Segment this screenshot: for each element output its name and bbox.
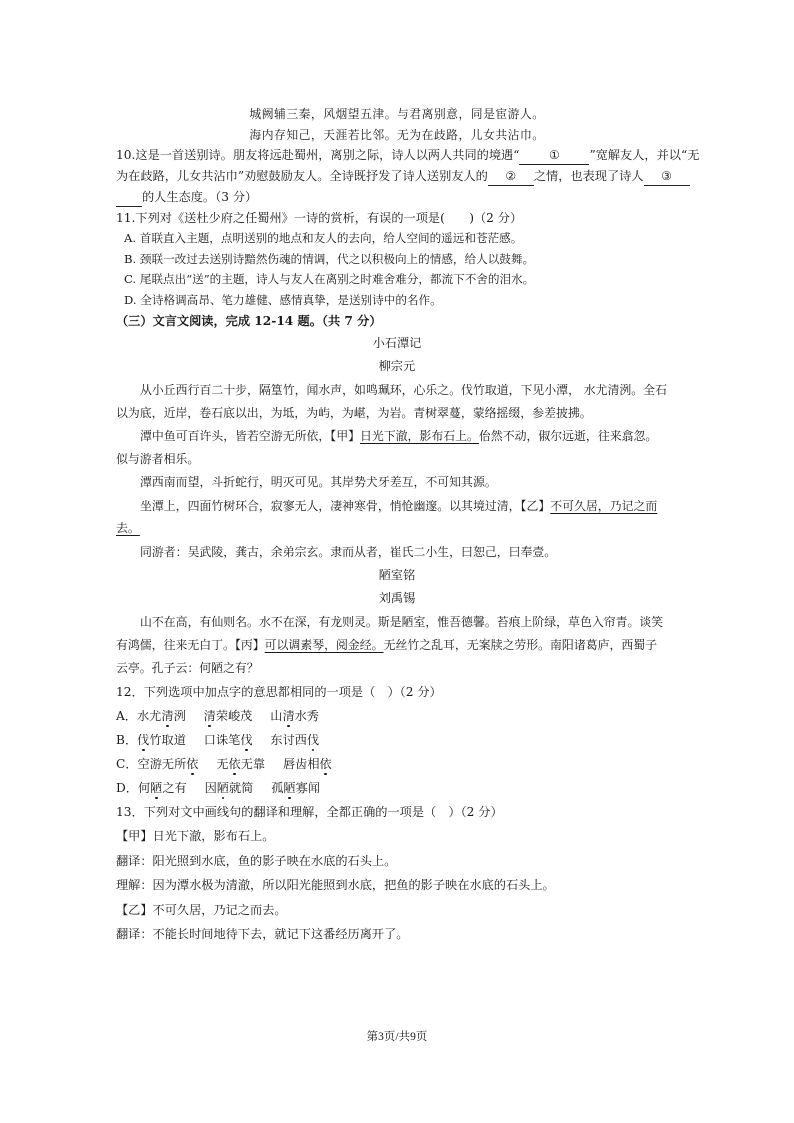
dotted-char: 依	[228, 757, 241, 771]
underlined-sentence-jia: 日光下澈，影布石上。	[359, 429, 479, 443]
dotted-char: 陋	[216, 781, 229, 795]
question-12-option-d[interactable]	[116, 779, 334, 797]
d-phrase-1: 何陋之有	[137, 781, 187, 795]
dotted-char: 清	[161, 709, 174, 723]
option-letter: C．	[116, 757, 138, 771]
q13-yi-translation: 翻译：不能长时间地待下去，就记下这番经历离开了。	[116, 927, 409, 941]
text-1-para-4-line-1	[140, 497, 657, 515]
question-11-option-a[interactable]: A. 首联直入主题，点明送别的地点和友人的去向，给人空间的遥远和苍茫感。	[124, 231, 523, 245]
b-phrase-1: 伐竹取道	[137, 733, 186, 747]
c-phrase-2: 无依无靠	[216, 757, 266, 771]
q10-text-e: 的人生态度。（3 分）	[142, 190, 258, 204]
a-phrase-1: 水尤清洌	[137, 709, 186, 723]
dotted-char: 依	[186, 757, 199, 771]
blank-2-marker: ②	[505, 169, 517, 183]
question-12-option-c[interactable]	[116, 755, 346, 773]
q13-sentence-yi: 【乙】不可久居，乃记之而去。	[116, 903, 287, 917]
q13-sentence-jia: 【甲】日光下澈，影布石上。	[116, 829, 275, 843]
text-1-para-3: 潭西南而望，斗折蛇行，明灭可见。其岸势犬牙差互，不可知其源。	[140, 475, 497, 489]
b-phrase-3: 东讨西伐	[270, 733, 320, 747]
q10-text-b: ”宽解友人，并以“无	[589, 148, 700, 162]
page-number: 第3页/共9页	[366, 1031, 428, 1043]
blank-1-marker: ①	[548, 148, 560, 162]
text-1-para-2-line-2: 似与游者相乐。	[116, 452, 200, 466]
question-10-line-3	[116, 188, 257, 207]
option-letter: B．	[116, 733, 138, 747]
text-1-para-1-line-2: 以为底，近岸，卷石底以出，为坻，为屿，为嵁，为岩。青树翠蔓，蒙络摇缀，参差披拂。	[116, 406, 592, 420]
text-1-para-4-pre: 坐潭上，四面竹树环合，寂寥无人，凄神寒骨，悄怆幽邃。以其境过清，【乙】	[140, 499, 551, 513]
text-1-para-2-pre: 潭中鱼可百许头，皆若空游无所依，【甲】	[140, 429, 360, 443]
dotted-char: 伐	[240, 733, 253, 747]
text-1-para-2-line-1	[140, 427, 657, 445]
c-phrase-1: 空游无所依	[137, 757, 199, 771]
text-1-para-5: 同游者：吴武陵，龚古，余弟宗玄。隶而从者，崔氏二小生，曰恕己，曰奉壹。	[140, 545, 557, 559]
poem-line-1: 城阙辅三秦，风烟望五津。与君离别意，同是宦游人。	[249, 107, 545, 121]
blank-3-marker: ③	[661, 169, 673, 183]
dotted-char: 陋	[283, 781, 296, 795]
q13-jia-understanding: 理解：因为潭水极为清澈，所以阳光能照到水底，把鱼的影子映在水底的石头上。	[116, 878, 555, 892]
answer-blank-3[interactable]	[644, 167, 690, 186]
q10-text-d: 之情，也表现了诗人	[533, 169, 644, 183]
option-letter: A．	[116, 709, 137, 723]
answer-blank-2[interactable]	[488, 167, 534, 186]
question-10-line-1	[116, 146, 699, 165]
q10-text-a: 10.这是一首送别诗。朋友将远赴蜀州，离别之际，诗人以两人共同的境遇“	[116, 148, 520, 162]
question-11-stem: 11.下列对《送杜少府之任蜀州》一诗的赏析，有误的一项是( )（2 分）	[116, 211, 523, 225]
question-11-option-d[interactable]: D. 全诗格调高昂、笔力雄健、感情真挚，是送别诗中的名作。	[124, 293, 442, 307]
c-phrase-3: 唇齿相依	[282, 757, 332, 771]
answer-blank-1[interactable]	[519, 146, 589, 165]
underlined-sentence-bing: 可以调素琴，阅金经。	[264, 638, 384, 652]
dotted-char: 陋	[150, 781, 163, 795]
q13-jia-translation: 翻译：阳光照到水底，鱼的影子映在水底的石头上。	[116, 854, 397, 868]
question-12-stem: 12．下列选项中加点字的意思都相同的一项是（ ）（2 分）	[116, 685, 442, 699]
dotted-char: 伐	[137, 733, 150, 747]
a-phrase-3: 山清水秀	[270, 709, 319, 723]
option-letter: D．	[116, 781, 138, 795]
dotted-char: 清	[282, 709, 295, 723]
b-phrase-2: 口诛笔伐	[203, 733, 253, 747]
poem-line-2: 海内存知己，天涯若比邻。无为在歧路，儿女共沾巾。	[249, 128, 545, 142]
a-phrase-2: 清荣峻茂	[203, 709, 253, 723]
question-12-option-b[interactable]	[116, 731, 333, 749]
text-1-para-2-post: 佁然不动，俶尔远逝，往来翕忽。	[478, 429, 658, 443]
d-phrase-3: 孤陋寡闻	[271, 781, 320, 795]
question-12-option-a[interactable]	[116, 707, 333, 725]
underlined-sentence-yi-end: 去。	[116, 521, 140, 535]
text-2-title: 陋室铭	[378, 568, 416, 582]
question-10-line-2	[116, 167, 690, 186]
text-1-para-4-line-2	[116, 519, 140, 537]
text-2-line-1: 山不在高，有仙则名。水不在深，有龙则灵。斯是陋室，惟吾德馨。苔痕上阶绿，草色入帘青。谈笑	[140, 615, 664, 629]
q10-text-c: 为在歧路，儿女共沾巾”劝慰鼓励友人。全诗既抒发了诗人送别友人的	[116, 169, 488, 183]
text-2-line-3: 云亭。孔子云：何陋之有？	[116, 661, 259, 675]
text-1-para-1-line-1: 从小丘西行百二十步，隔篁竹，闻水声，如鸣珮环，心乐之。伐竹取道，下见小潭， 水尤清洌。全石	[140, 383, 667, 397]
question-11-option-c[interactable]: C. 尾联点出“送”的主题，诗人与友人在离别之时难舍难分，都流下不舍的泪水。	[124, 272, 535, 286]
question-13-stem: 13．下列对文中画线句的翻译和理解，全都正确的一项是（ ）（2 分）	[116, 805, 503, 819]
text-2-line-2-pre: 有鸿儒，往来无白丁。【丙】	[116, 638, 265, 652]
dotted-char: 清	[203, 709, 216, 723]
text-2-author: 刘禹锡	[378, 591, 416, 605]
text-1-title: 小石潭记	[372, 336, 422, 350]
answer-blank-3-cont[interactable]	[116, 188, 142, 207]
dotted-char: 伐	[306, 733, 320, 747]
dotted-char: 依	[319, 757, 332, 771]
text-2-line-2-post: 无丝竹之乱耳，无案牍之劳形。南阳诸葛庐，西蜀子	[383, 638, 658, 652]
section-3-heading: （三）文言文阅读，完成 12-14 题。（共 7 分）	[116, 314, 382, 328]
text-1-author: 柳宗元	[378, 359, 416, 373]
text-2-line-2	[116, 636, 657, 654]
question-11-option-b[interactable]: B. 颈联一改过去送别诗黯然伤魂的情调，代之以积极向上的情感，给人以鼓舞。	[124, 252, 535, 266]
d-phrase-2: 因陋就简	[204, 781, 254, 795]
underlined-sentence-yi: 不可久居，乃记之而	[550, 499, 658, 513]
